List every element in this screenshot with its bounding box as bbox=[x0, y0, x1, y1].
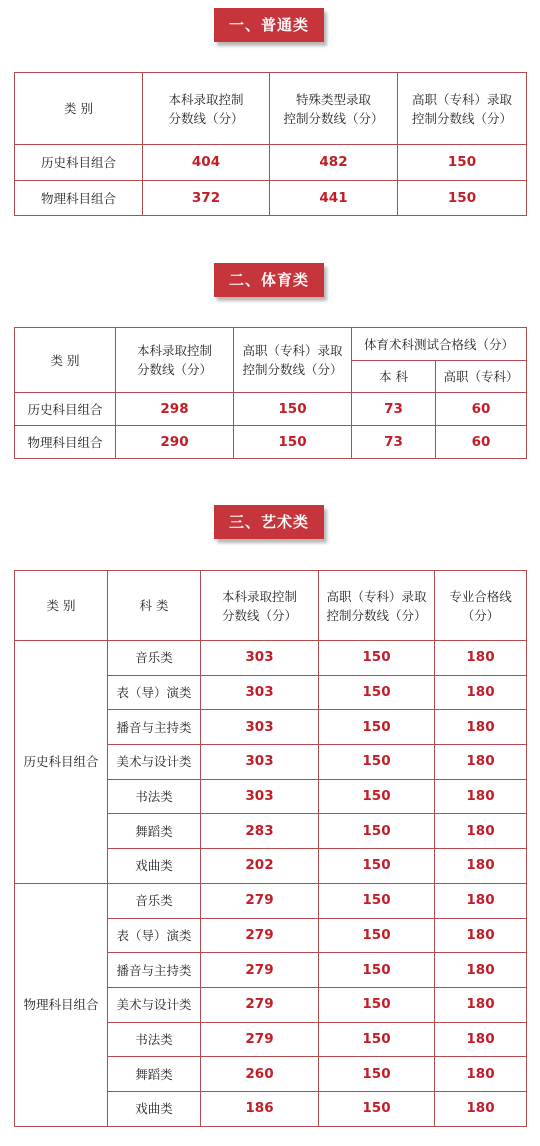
section-title-sports: 二、体育类 bbox=[214, 263, 324, 297]
value-cell: 186 bbox=[201, 1091, 319, 1126]
header-cell: 本科录取控制 分数线（分） bbox=[201, 571, 319, 641]
table-row bbox=[15, 393, 527, 426]
value-cell: 180 bbox=[435, 849, 527, 884]
table-row bbox=[15, 181, 527, 216]
value-cell: 279 bbox=[201, 883, 319, 918]
value-cell: 180 bbox=[435, 710, 527, 745]
header-cell: 本科录取控制 分数线（分） bbox=[143, 73, 270, 145]
value-cell: 279 bbox=[201, 918, 319, 953]
value-cell: 283 bbox=[201, 814, 319, 849]
header-cell: 类 别 bbox=[15, 328, 116, 393]
value-cell: 150 bbox=[319, 987, 435, 1022]
subject-cell: 美术与设计类 bbox=[108, 987, 201, 1022]
subject-cell: 表（导）演类 bbox=[108, 918, 201, 953]
arts-scores-table bbox=[14, 570, 527, 1127]
table-row bbox=[15, 145, 527, 181]
value-cell: 73 bbox=[352, 393, 436, 426]
value-cell: 150 bbox=[319, 641, 435, 676]
value-cell: 372 bbox=[143, 181, 270, 216]
header-cell: 科 类 bbox=[108, 571, 201, 641]
value-cell: 279 bbox=[201, 987, 319, 1022]
header-cell: 类 别 bbox=[15, 571, 108, 641]
subject-cell: 舞蹈类 bbox=[108, 814, 201, 849]
subject-cell: 书法类 bbox=[108, 779, 201, 814]
value-cell: 150 bbox=[319, 1022, 435, 1057]
value-cell: 180 bbox=[435, 883, 527, 918]
header-cell: 高职（专科）录取 控制分数线（分） bbox=[319, 571, 435, 641]
subject-cell: 书法类 bbox=[108, 1022, 201, 1057]
category-cell: 历史科目组合 bbox=[15, 145, 143, 181]
value-cell: 303 bbox=[201, 710, 319, 745]
value-cell: 60 bbox=[436, 393, 527, 426]
header-cell: 高职（专科）录取 控制分数线（分） bbox=[234, 328, 352, 393]
value-cell: 298 bbox=[116, 393, 234, 426]
category-cell: 历史科目组合 bbox=[15, 393, 116, 426]
value-cell: 150 bbox=[319, 883, 435, 918]
value-cell: 180 bbox=[435, 745, 527, 780]
value-cell: 73 bbox=[352, 426, 436, 459]
value-cell: 180 bbox=[435, 953, 527, 988]
value-cell: 279 bbox=[201, 1022, 319, 1057]
general-scores-table bbox=[14, 72, 527, 216]
value-cell: 150 bbox=[319, 1057, 435, 1092]
value-cell: 441 bbox=[270, 181, 398, 216]
value-cell: 150 bbox=[319, 918, 435, 953]
subject-cell: 戏曲类 bbox=[108, 1091, 201, 1126]
table-header-row bbox=[15, 73, 527, 145]
section-title-general: 一、普通类 bbox=[214, 8, 324, 42]
header-cell: 本科录取控制 分数线（分） bbox=[116, 328, 234, 393]
value-cell: 260 bbox=[201, 1057, 319, 1092]
value-cell: 150 bbox=[319, 1091, 435, 1126]
category-cell: 物理科目组合 bbox=[15, 883, 108, 1126]
table-header-row bbox=[15, 328, 527, 361]
value-cell: 180 bbox=[435, 1057, 527, 1092]
value-cell: 150 bbox=[319, 710, 435, 745]
subject-cell: 表（导）演类 bbox=[108, 675, 201, 710]
value-cell: 180 bbox=[435, 641, 527, 676]
table-row bbox=[15, 641, 527, 676]
table-row bbox=[15, 426, 527, 459]
value-cell: 303 bbox=[201, 745, 319, 780]
subheader-cell: 本 科 bbox=[352, 361, 436, 393]
value-cell: 150 bbox=[398, 145, 527, 181]
value-cell: 404 bbox=[143, 145, 270, 181]
value-cell: 150 bbox=[319, 675, 435, 710]
header-cell: 特殊类型录取 控制分数线（分） bbox=[270, 73, 398, 145]
category-cell: 历史科目组合 bbox=[15, 641, 108, 884]
value-cell: 150 bbox=[319, 849, 435, 884]
subject-cell: 舞蹈类 bbox=[108, 1057, 201, 1092]
value-cell: 180 bbox=[435, 1091, 527, 1126]
value-cell: 303 bbox=[201, 641, 319, 676]
subject-cell: 音乐类 bbox=[108, 641, 201, 676]
value-cell: 150 bbox=[234, 426, 352, 459]
table-row bbox=[15, 883, 527, 918]
header-cell: 类 别 bbox=[15, 73, 143, 145]
value-cell: 180 bbox=[435, 779, 527, 814]
value-cell: 180 bbox=[435, 987, 527, 1022]
category-cell: 物理科目组合 bbox=[15, 181, 143, 216]
header-cell-skill-test: 体育术科测试合格线（分） bbox=[352, 328, 527, 361]
value-cell: 180 bbox=[435, 675, 527, 710]
value-cell: 150 bbox=[319, 953, 435, 988]
value-cell: 150 bbox=[234, 393, 352, 426]
subject-cell: 播音与主持类 bbox=[108, 953, 201, 988]
subject-cell: 戏曲类 bbox=[108, 849, 201, 884]
value-cell: 150 bbox=[398, 181, 527, 216]
value-cell: 60 bbox=[436, 426, 527, 459]
subject-cell: 音乐类 bbox=[108, 883, 201, 918]
subject-cell: 播音与主持类 bbox=[108, 710, 201, 745]
value-cell: 180 bbox=[435, 814, 527, 849]
value-cell: 303 bbox=[201, 675, 319, 710]
header-cell: 专业合格线 （分） bbox=[435, 571, 527, 641]
value-cell: 482 bbox=[270, 145, 398, 181]
sports-scores-table bbox=[14, 327, 527, 459]
value-cell: 180 bbox=[435, 1022, 527, 1057]
subject-cell: 美术与设计类 bbox=[108, 745, 201, 780]
value-cell: 279 bbox=[201, 953, 319, 988]
value-cell: 150 bbox=[319, 745, 435, 780]
value-cell: 150 bbox=[319, 814, 435, 849]
table-header-row bbox=[15, 571, 527, 641]
value-cell: 150 bbox=[319, 779, 435, 814]
subheader-cell: 高职（专科） bbox=[436, 361, 527, 393]
value-cell: 290 bbox=[116, 426, 234, 459]
value-cell: 202 bbox=[201, 849, 319, 884]
category-cell: 物理科目组合 bbox=[15, 426, 116, 459]
value-cell: 180 bbox=[435, 918, 527, 953]
section-title-arts: 三、艺术类 bbox=[214, 505, 324, 539]
value-cell: 303 bbox=[201, 779, 319, 814]
header-cell: 高职（专科）录取 控制分数线（分） bbox=[398, 73, 527, 145]
